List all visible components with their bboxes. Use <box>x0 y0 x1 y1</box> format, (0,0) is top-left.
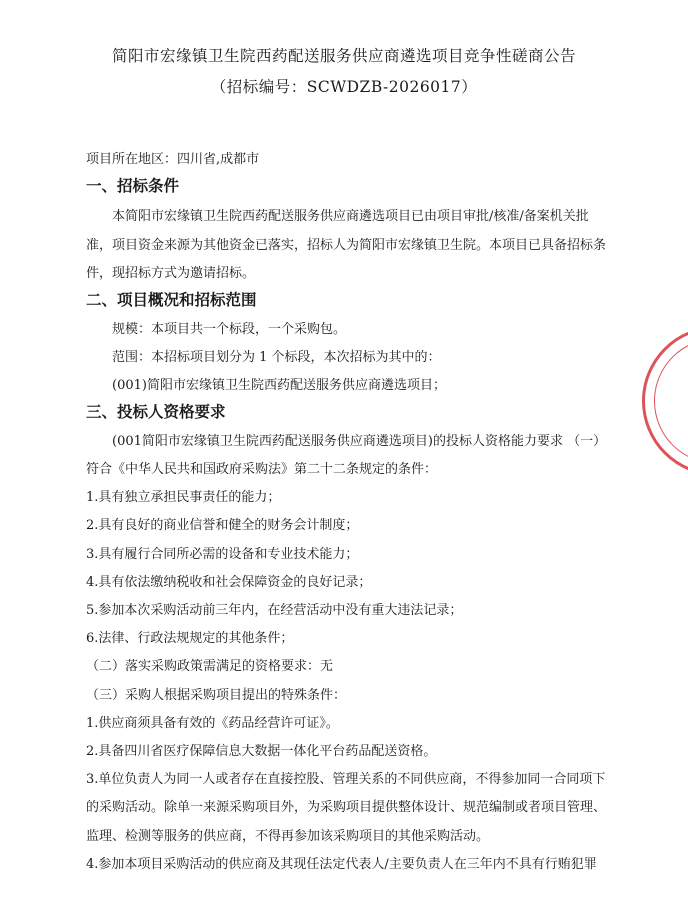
special-condition-line: 2.具备四川省医疗保障信息大数据一体化平台药品配送资格。 <box>86 744 437 759</box>
document-title: 简阳市宏缘镇卫生院西药配送服务供应商遴选项目竞争性磋商公告 <box>111 47 576 65</box>
project-region: 项目所在地区：四川省,成都市 <box>86 152 260 167</box>
requirement-item: 5.参加本次采购活动前三年内，在经营活动中没有重大违法记录； <box>86 603 463 618</box>
special-condition-line: 监理、检测等服务的供应商，不得再参加该采购项目的其他采购活动。 <box>86 829 490 844</box>
section-3-intro-1: (001简阳市宏缘镇卫生院西药配送服务供应商遴选项目)的投标人资格能力要求 （一） <box>112 434 607 449</box>
special-condition-line: 的采购活动。除单一来源采购项目外，为采购项目提供整体设计、规范编制或者项目管理、 <box>86 800 607 815</box>
policy-requirement: （二）落实采购政策需满足的资格要求：无 <box>86 659 334 674</box>
section-2-scale: 规模：本项目共一个标段，一个采购包。 <box>112 322 347 337</box>
document-subtitle: （招标编号：SCWDZB-2026017） <box>210 78 478 96</box>
section-2-heading: 二、项目概况和招标范围 <box>86 291 257 309</box>
requirement-item: 4.具有依法缴纳税收和社会保障资金的良好记录； <box>86 575 372 590</box>
requirement-item: 3.具有履行合同所必需的设备和专业技术能力； <box>86 547 359 562</box>
section-1-line-2: 准，项目资金来源为其他资金已落实，招标人为简阳市宏缘镇卫生院。本项目已具备招标条 <box>86 238 607 253</box>
special-condition-line: 3.单位负责人为同一人或者存在直接控股、管理关系的不同供应商，不得参加同一合同项下 <box>86 772 606 787</box>
special-conditions-heading: （三）采购人根据采购项目提出的特殊条件： <box>86 688 347 703</box>
requirement-item: 1.具有独立承担民事责任的能力； <box>86 490 281 505</box>
section-1-line-3: 件，现招标方式为邀请招标。 <box>86 266 256 281</box>
section-1-line-1: 本简阳市宏缘镇卫生院西药配送服务供应商遴选项目已由项目审批/核准/备案机关批 <box>112 209 589 224</box>
requirement-item: 2.具有良好的商业信誉和健全的财务会计制度； <box>86 518 359 533</box>
section-3-heading: 三、投标人资格要求 <box>86 403 226 421</box>
special-condition-line: 4.参加本项目采购活动的供应商及其现任法定代表人/主要负责人在三年内不具有行贿犯罪 <box>86 857 597 872</box>
special-condition-line: 1.供应商须具备有效的《药品经营许可证》。 <box>86 716 339 731</box>
section-2-item: (001)简阳市宏缘镇卫生院西药配送服务供应商遴选项目； <box>112 378 446 393</box>
section-1-heading: 一、招标条件 <box>86 177 180 195</box>
red-seal-stamp <box>642 326 688 476</box>
section-3-intro-2: 符合《中华人民共和国政府采购法》第二十二条规定的条件： <box>86 462 438 477</box>
section-2-scope: 范围：本招标项目划分为 1 个标段，本次招标为其中的： <box>112 350 441 365</box>
requirement-item: 6.法律、行政法规规定的其他条件； <box>86 631 294 646</box>
seal-inner-ring <box>654 338 688 464</box>
